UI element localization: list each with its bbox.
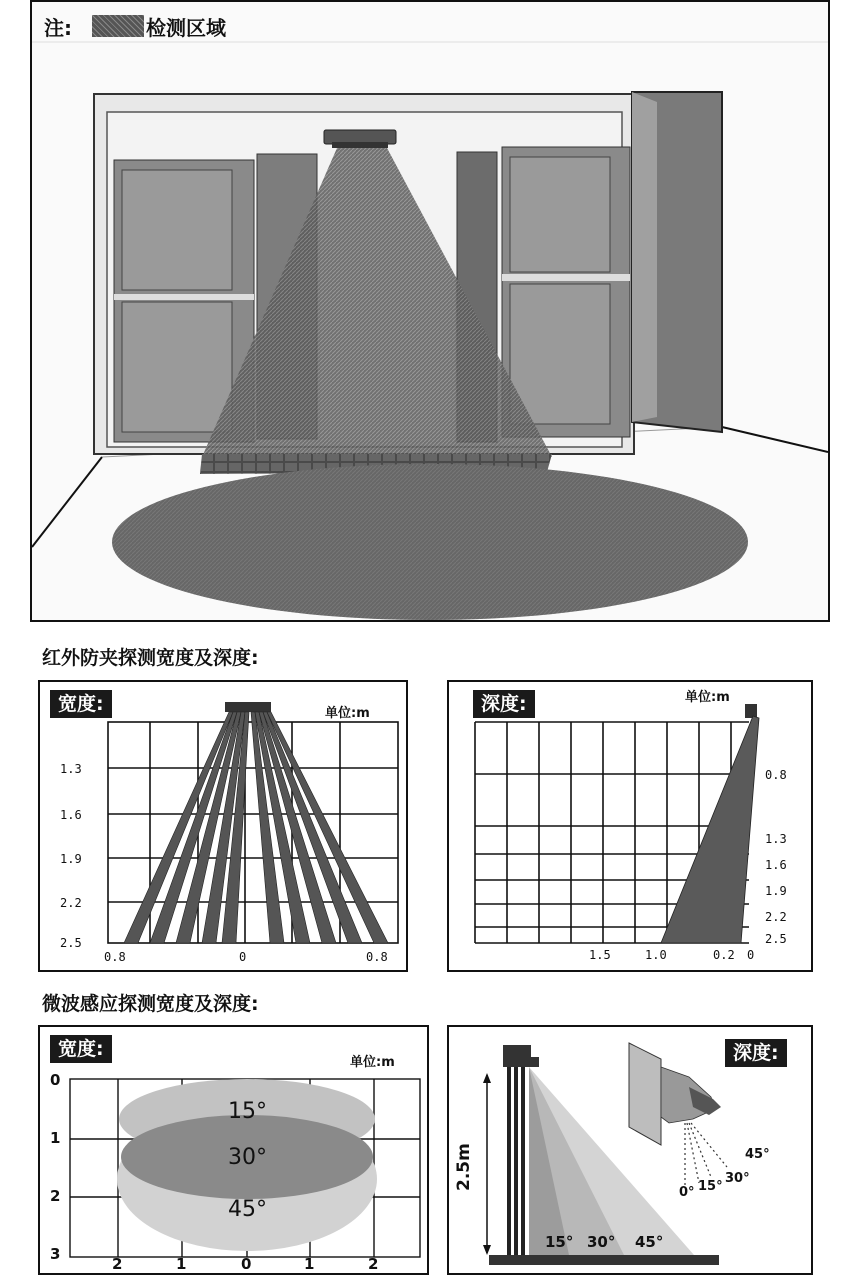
- ir-width-x-label: 0.8: [104, 950, 126, 964]
- ir-depth-plot: [449, 682, 811, 970]
- ir-depth-y-label: 1.3: [765, 832, 787, 846]
- mw-width-x-label: 2: [368, 1255, 379, 1273]
- ir-depth-y-label: 0.8: [765, 768, 787, 782]
- mw-width-chart: [38, 1025, 429, 1275]
- mw-depth-angle-label: 30°: [587, 1233, 616, 1251]
- door-illustration-panel: [30, 0, 830, 622]
- mw-width-y-label: 2: [50, 1187, 61, 1205]
- mw-depth-angle-label: 45°: [635, 1233, 664, 1251]
- mw-width-x-label: 2: [112, 1255, 123, 1273]
- ir-depth-x-label: 1.0: [645, 948, 667, 962]
- ir-depth-chart: [447, 680, 813, 972]
- mw-depth-inset-label: 45°: [745, 1147, 770, 1162]
- ir-depth-x-label: 1.5: [589, 948, 611, 962]
- ir-width-y-label: 1.6: [60, 808, 82, 822]
- door-scene: [32, 2, 828, 620]
- mw-width-y-label: 3: [50, 1245, 61, 1263]
- ir-depth-unit: 单位:m: [685, 690, 730, 705]
- mw-width-x-label: 1: [176, 1255, 187, 1273]
- legend-label: 检测区域: [146, 16, 226, 40]
- mw-width-x-label: 0: [241, 1255, 252, 1273]
- ir-depth-y-label: 2.5: [765, 932, 787, 946]
- ir-width-x-label: 0: [239, 950, 247, 964]
- ir-depth-x-label: 0: [747, 948, 755, 962]
- legend-swatch: [92, 15, 144, 37]
- ir-width-y-label: 1.3: [60, 762, 82, 776]
- ir-depth-y-label: 1.9: [765, 884, 787, 898]
- mw-width-y-label: 1: [50, 1129, 61, 1147]
- ir-depth-y-label: 2.2: [765, 910, 787, 924]
- mw-depth-angle-label: 15°: [545, 1233, 574, 1251]
- ir-width-x-label: 0.8: [366, 950, 388, 964]
- ir-width-plot: [40, 682, 406, 970]
- mw-width-x-label: 1: [304, 1255, 315, 1273]
- mw-depth-chart: [447, 1025, 813, 1275]
- ir-width-y-label: 2.5: [60, 936, 82, 950]
- ir-width-y-label: 2.2: [60, 896, 82, 910]
- mw-width-angle-label: 15°: [228, 1099, 267, 1124]
- ir-width-tag: 宽度:: [50, 690, 112, 718]
- mw-width-y-label: 0: [50, 1071, 61, 1089]
- ir-depth-y-label: 1.6: [765, 858, 787, 872]
- mw-width-unit: 单位:m: [350, 1055, 395, 1070]
- mw-depth-inset-label: 0°: [679, 1185, 695, 1200]
- ir-section-title: 红外防夹探测宽度及深度:: [42, 647, 259, 669]
- note-label: 注:: [44, 16, 72, 40]
- ir-width-unit: 单位:m: [325, 706, 370, 721]
- ir-width-y-label: 1.9: [60, 852, 82, 866]
- mw-depth-height-label: 2.5m: [454, 1143, 474, 1191]
- mw-depth-tag: 深度:: [725, 1039, 787, 1067]
- mw-depth-inset-label: 15°: [698, 1179, 723, 1194]
- mw-width-tag: 宽度:: [50, 1035, 112, 1063]
- mw-width-angle-label: 45°: [228, 1197, 267, 1222]
- mw-section-title: 微波感应探测宽度及深度:: [42, 993, 259, 1015]
- ir-width-chart: [38, 680, 408, 972]
- mw-width-angle-label: 30°: [228, 1145, 267, 1170]
- ir-depth-x-label: 0.2: [713, 948, 735, 962]
- ir-depth-tag: 深度:: [473, 690, 535, 718]
- mw-depth-inset-label: 30°: [725, 1171, 750, 1186]
